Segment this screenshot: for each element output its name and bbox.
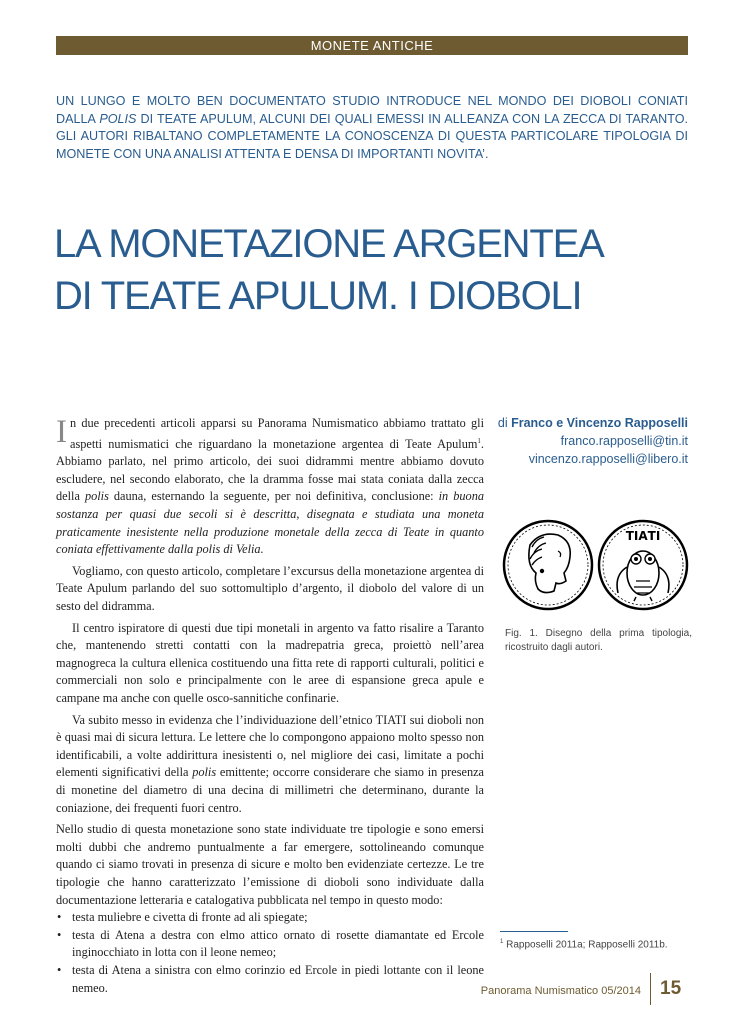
coin-reverse-owl <box>599 521 687 609</box>
byline <box>470 414 688 468</box>
p1-quote: in buona sostanza per quasi due secoli si è descritta, disegnata e studiata una moneta praticamente inesistente nella produzione monetale della zecca di Teate in quanto coniata effettivamente dalla polis di Velia. <box>56 489 484 557</box>
footnote-divider <box>500 931 568 932</box>
byline-prefix: di <box>497 416 512 430</box>
author-names: Franco e Vincenzo Rapposelli <box>511 416 688 430</box>
coin-drawing <box>500 515 690 615</box>
title-line-2: DI TEATE APULUM. I DIOBOLI <box>54 274 582 318</box>
footnote-ref: 1 <box>477 436 481 445</box>
p1-text-1: n due precedenti articoli apparsi su Panorama Numismatico abbiamo trattato gli aspetti numismatici che riguardano la monetazione argentea di Teate Apulum <box>70 416 484 451</box>
article-body <box>56 415 484 997</box>
paragraph-5: Nello studio di questa monetazione sono state individuate tre tipologie e sono emersi molti dubbi che andremo puntualmente a far emergere, sottolineando comunque quando ci siamo trovati in presenza di sicure e molto ben evidenziate certezze. Le tre tipologie che hanno caratterizzato l’emissione di dioboli sono individuate dalla documentazione letteraria e catalogativa pubblicata nel tempo in questo modo: <box>56 822 484 907</box>
footnote <box>500 936 695 951</box>
typology-list <box>56 909 484 997</box>
coin-obverse-head <box>504 521 592 609</box>
p1-text-3: dauna, esternando la seguente, per noi definitiva, conclusione: <box>108 489 439 504</box>
footnote-text: Rapposelli 2011a; Rapposelli 2011b. <box>503 939 668 951</box>
drop-cap: I <box>56 414 67 450</box>
paragraph-3: Il centro ispiratore di questi due tipi monetali in argento va fatto risalire a Taranto che, mantenendo stretti contatti con la madrepatria greca, proiettò nell’area magnogreca la cultura ellenica costituendo una fitta rete di rapporti culturali, politici e commerciali non solo e principalmente con le aree di espansione greca apule e campane ma anche con quelle osco-sannitiche confinarie. <box>56 620 484 705</box>
p4-polis: polis <box>192 765 217 780</box>
intro-polis: POLIS <box>99 111 137 126</box>
list-item: • testa di Atena a sinistra con elmo corinzio ed Ercole in piedi lottante con il leone nemeo. <box>56 962 484 997</box>
page-number: 15 <box>660 978 682 999</box>
publication-name: Panorama Numismatico 05/2014 <box>480 985 641 997</box>
intro-text-2: DI TEATE APULUM, ALCUNI DEI QUALI EMESSI IN ALLEANZA CON LA ZECCA DI TARANTO. GLI AUTORI RIBALTANO COMPLETAMENTE LA CONOSCENZA DI QUESTA PARTICOLARE TIPOLOGIA DI MONETE CON UNA ANALISI ATTENTA E DENSA DI IMPORTANTI NOVITA’. <box>56 111 689 161</box>
p4-text-1: Va subito messo in evidenza che l’individuazione dell’etnico TIATI sui dioboli non è quasi mai di sicura lettura. Le lettere che lo compongono appaiono molto spesso non identificabili, a volte addirittura inesistenti o, nel migliore dei casi, limitate a pochi elementi significativi della <box>56 712 484 780</box>
p1-text-2: . Abbiamo parlato, nel primo articolo, dei suoi didrammi mentre abbiamo dovuto escludere, nel secondo elaborato, che la dramma fosse mai stata coniata dalla zecca della <box>56 436 484 504</box>
intro-paragraph <box>56 93 688 163</box>
section-label: MONETE ANTICHE <box>310 38 434 53</box>
paragraph-4 <box>56 712 484 818</box>
email-link-vincenzo[interactable]: vincenzo.rapposelli@libero.it <box>528 452 688 466</box>
coin-inscription: ΤΙΑΤΙ <box>625 529 661 543</box>
intro-text-1: UN LUNGO E MOLTO BEN DOCUMENTATO STUDIO INTRODUCE NEL MONDO DEI DIOBOLI CONIATI DALLA <box>56 94 688 126</box>
figure-caption: Fig. 1. Disegno della prima tipologia, ricostruito dagli autori. <box>505 628 692 653</box>
article-title <box>54 218 704 322</box>
list-item: • testa di Atena a destra con elmo attico ornato di rosette diamantate ed Ercole inginocchiato in lotta con il leone nemeo; <box>56 927 484 962</box>
section-header-bar <box>56 36 688 55</box>
footer-divider <box>650 973 651 1005</box>
title-line-1: LA MONETAZIONE ARGENTEA <box>54 222 604 266</box>
paragraph-2: Vogliamo, con questo articolo, completare l’excursus della monetazione argentea di Teate Apulum parlando del suo sottomultiplo d’argento, il diobolo del valore di un sesto del didramma. <box>56 563 484 614</box>
p1-polis: polis <box>84 489 109 504</box>
footnote-number: 1 <box>500 939 504 945</box>
email-link-franco[interactable]: franco.rapposelli@tin.it <box>560 434 688 448</box>
paragraph-1 <box>56 415 484 559</box>
list-item: • testa muliebre e civetta di fronte ad ali spiegate; <box>56 909 484 927</box>
p4-text-2: emittente; occorre considerare che siamo in presenza di monetine del diametro di una decina di millimetri che determinano, durante la coniazione, dei frequenti fuori centro. <box>56 765 485 815</box>
